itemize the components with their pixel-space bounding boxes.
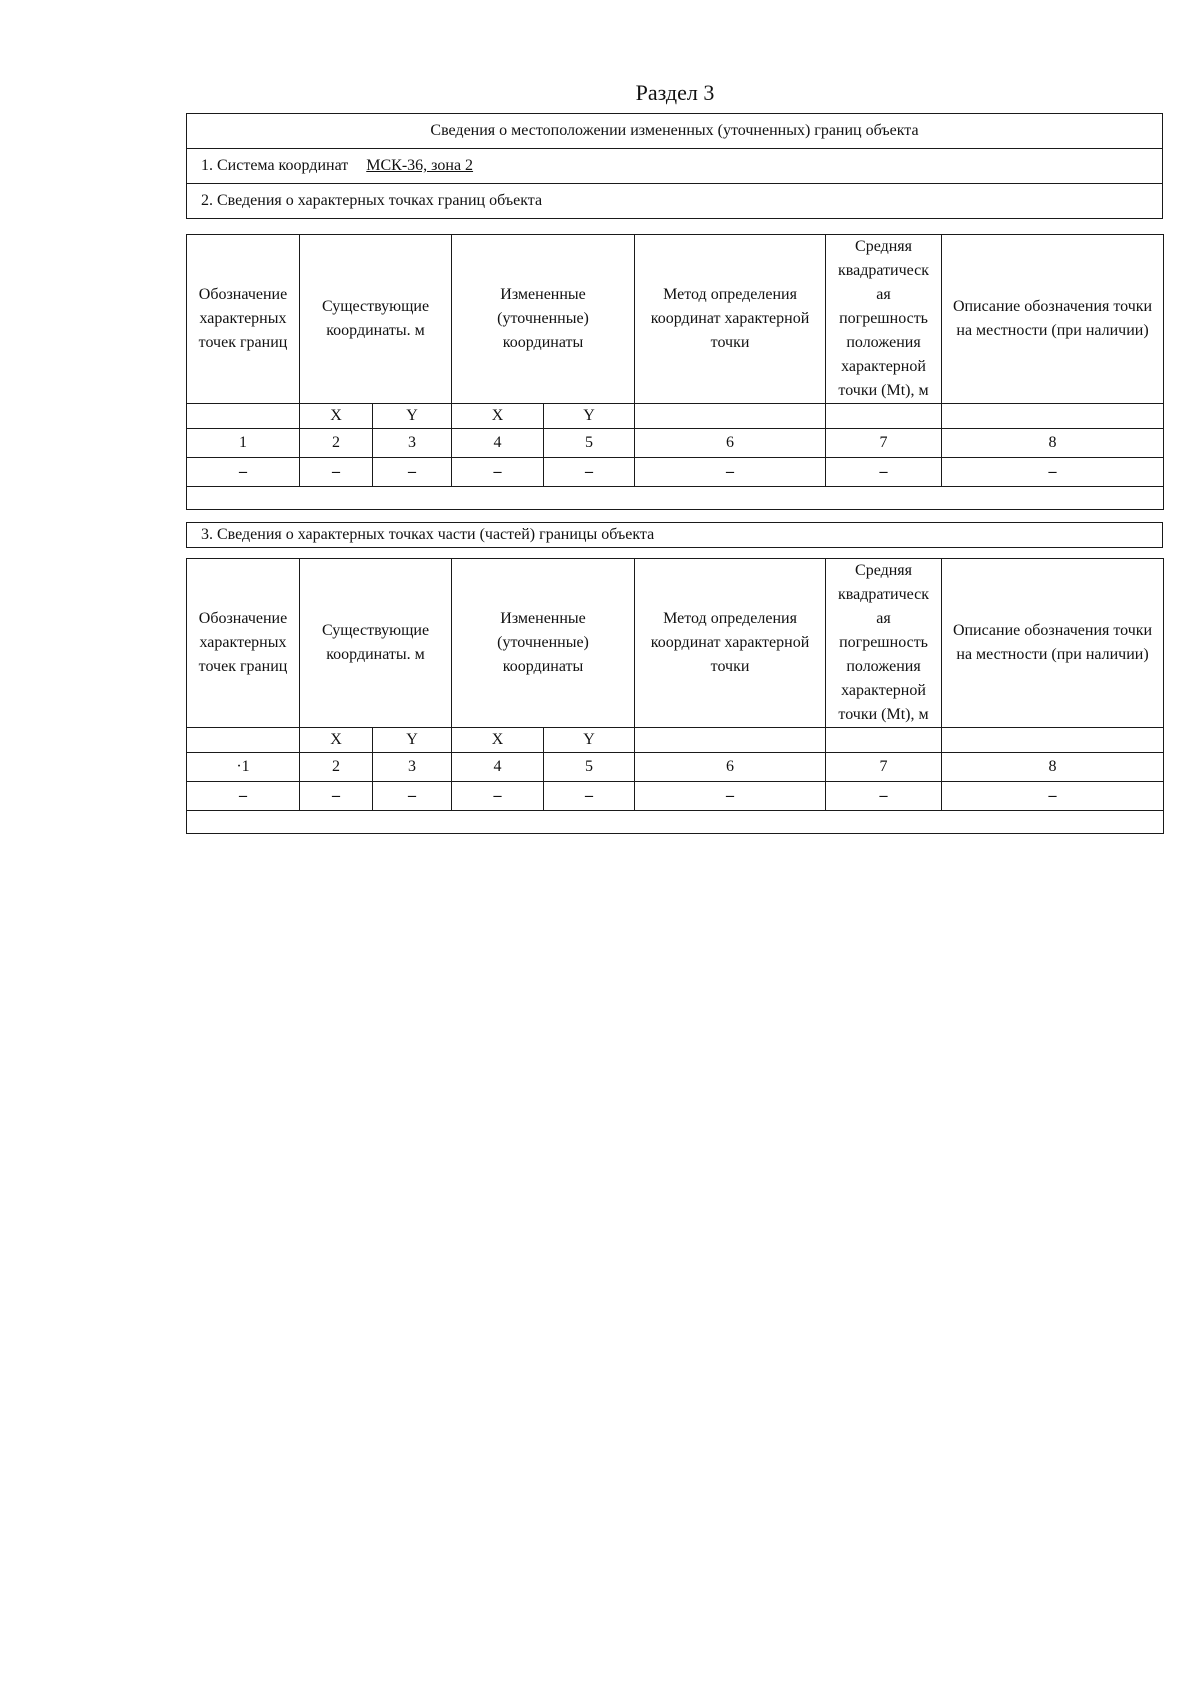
parts-title: 3. Сведения о характерных точках части (частей) границы объекта xyxy=(187,523,1163,548)
coord-system-label: 1. Система координат xyxy=(201,157,349,174)
column-number: 6 xyxy=(635,429,826,458)
points-title-row xyxy=(187,184,1163,219)
empty-cell xyxy=(942,404,1164,429)
column-number: 2 xyxy=(300,753,373,782)
empty-cell xyxy=(826,404,942,429)
dash-cell: – xyxy=(452,458,544,487)
empty-row xyxy=(187,487,1164,510)
dash-cell: – xyxy=(826,458,942,487)
column-number: 3 xyxy=(373,429,452,458)
dash-cell: – xyxy=(187,458,300,487)
xy-row xyxy=(187,404,1164,429)
empty-cell xyxy=(635,404,826,429)
col-description: Описание обозначения точки на местности (при наличии) xyxy=(942,235,1164,404)
dash-cell: – xyxy=(373,782,452,811)
dash-cell: – xyxy=(942,458,1164,487)
col-error: Средняя квадратическ ая погрешность положения характерной точки (Mt), м xyxy=(826,235,942,404)
dash-cell: – xyxy=(635,458,826,487)
column-number: 5 xyxy=(544,429,635,458)
dash-cell: – xyxy=(452,782,544,811)
parts-title-table xyxy=(186,522,1163,548)
changed-y: Y xyxy=(544,728,635,753)
empty-cell xyxy=(187,404,300,429)
parts-points-table xyxy=(186,558,1164,834)
col-changed-coords: Измененные (уточненные) координаты xyxy=(452,559,635,728)
empty-cell xyxy=(187,728,300,753)
existing-y: Y xyxy=(373,728,452,753)
section-title: Раздел 3 xyxy=(635,80,715,105)
col-description: Описание обозначения точки на местности (при наличии) xyxy=(942,559,1164,728)
column-number: 4 xyxy=(452,753,544,782)
dash-row xyxy=(187,782,1164,811)
dash-cell: – xyxy=(544,782,635,811)
dash-cell: – xyxy=(300,458,373,487)
column-number: 4 xyxy=(452,429,544,458)
xy-row xyxy=(187,728,1164,753)
dash-cell: – xyxy=(635,782,826,811)
dash-cell: – xyxy=(826,782,942,811)
header-row xyxy=(187,235,1164,404)
changed-x: X xyxy=(452,728,544,753)
object-title-row xyxy=(187,114,1163,149)
dash-cell: – xyxy=(942,782,1164,811)
empty-row xyxy=(187,811,1164,834)
col-error: Средняя квадратическ ая погрешность положения характерной точки (Mt), м xyxy=(826,559,942,728)
changed-x: X xyxy=(452,404,544,429)
changed-y: Y xyxy=(544,404,635,429)
column-number: 2 xyxy=(300,429,373,458)
column-number: ·1 xyxy=(187,753,300,782)
coord-system-row xyxy=(187,149,1163,184)
col-method: Метод определения координат характерной точки xyxy=(635,559,826,728)
column-number: 3 xyxy=(373,753,452,782)
column-number: 8 xyxy=(942,753,1164,782)
column-number: 8 xyxy=(942,429,1164,458)
header-row xyxy=(187,559,1164,728)
coord-system-value: МСК-36, зона 2 xyxy=(366,157,474,174)
column-number: 7 xyxy=(826,753,942,782)
column-numbers-row xyxy=(187,753,1164,782)
dash-cell: – xyxy=(373,458,452,487)
col-existing-coords: Существующие координаты. м xyxy=(300,559,452,728)
column-number: 6 xyxy=(635,753,826,782)
points-title: 2. Сведения о характерных точках границ объекта xyxy=(187,184,1163,219)
col-existing-coords: Существующие координаты. м xyxy=(300,235,452,404)
existing-x: X xyxy=(300,728,373,753)
dash-row xyxy=(187,458,1164,487)
column-number: 7 xyxy=(826,429,942,458)
object-info-table xyxy=(186,113,1163,219)
dash-cell: – xyxy=(187,782,300,811)
dash-cell: – xyxy=(300,782,373,811)
empty-cell xyxy=(942,728,1164,753)
boundary-points-table xyxy=(186,234,1164,510)
column-number: 1 xyxy=(187,429,300,458)
empty-cell xyxy=(187,487,1164,510)
col-designation: Обозначение характерных точек границ xyxy=(187,559,300,728)
col-method: Метод определения координат характерной точки xyxy=(635,235,826,404)
coord-system-cell xyxy=(187,149,1163,184)
object-title: Сведения о местоположении измененных (уточненных) границ объекта xyxy=(187,114,1163,149)
empty-cell xyxy=(187,811,1164,834)
empty-cell xyxy=(826,728,942,753)
col-designation: Обозначение характерных точек границ xyxy=(187,235,300,404)
empty-cell xyxy=(635,728,826,753)
dash-cell: – xyxy=(544,458,635,487)
column-number: 5 xyxy=(544,753,635,782)
existing-y: Y xyxy=(373,404,452,429)
col-changed-coords: Измененные (уточненные) координаты xyxy=(452,235,635,404)
existing-x: X xyxy=(300,404,373,429)
column-numbers-row xyxy=(187,429,1164,458)
